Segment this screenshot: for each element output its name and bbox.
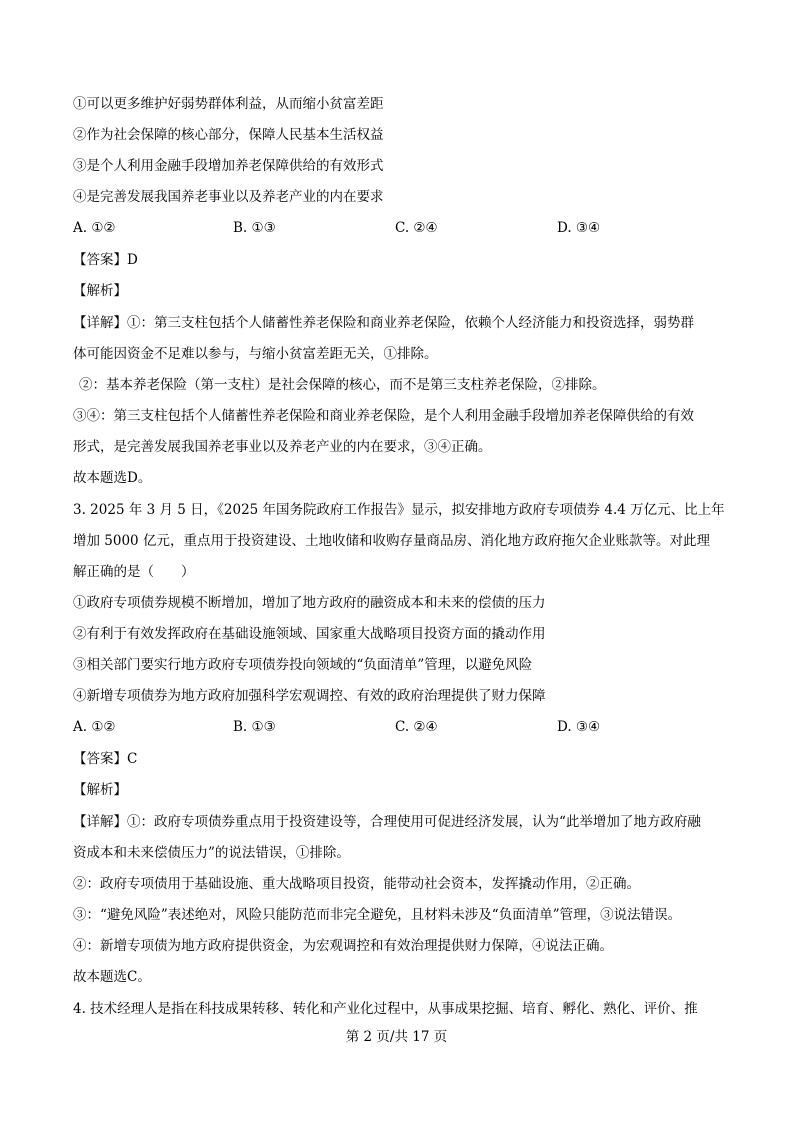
q2-statement-1: ①可以更多维护好弱势群体利益，从而缩小贫富差距 [73, 96, 384, 112]
q3-statement-3: ③相关部门要实行地方政府专项债券投向领域的“负面清单”管理，以避免风险 [73, 657, 533, 673]
q2-detail-5: 形式，是完善发展我国养老事业以及养老产业的内在要求，③④正确。 [73, 439, 492, 455]
q3-statement-1: ①政府专项债券规模不断增加，增加了地方政府的融资成本和未来的偿债的压力 [73, 595, 546, 611]
q3-detail-2: 资成本和未来偿债压力”的说法错误，①排除。 [73, 845, 350, 861]
q2-option-a: A. ①② [73, 220, 116, 236]
q2-statement-3: ③是个人利用金融手段增加养老保障供给的有效形式 [73, 158, 384, 174]
q2-detail-2: 体可能因资金不足难以参与，与缩小贫富差距无关，①排除。 [73, 346, 438, 362]
q2-answer: 【答案】D [73, 252, 138, 268]
q3-option-d: D. ③④ [557, 719, 601, 735]
q2-detail-3: ②：基本养老保险（第一支柱）是社会保障的核心，而不是第三支柱养老保险，②排除。 [79, 377, 606, 393]
page-footer: 第 2 页/共 17 页 [345, 1029, 448, 1045]
q2-statement-2: ②作为社会保障的核心部分，保障人民基本生活权益 [73, 127, 384, 143]
q3-stem-2: 增加 5000 亿元，重点用于投资建设、土地收储和收购存量商品房、消化地方政府拖欠企业账款等。对此理 [73, 533, 710, 549]
q3-stem-3: 解正确的是（ ） [73, 564, 195, 580]
q2-analysis-label: 【解析】 [73, 283, 127, 299]
q3-detail-5: ④：新增专项债为地方政府提供资金，为宏观调控和有效治理提供财力保障，④说法正确。 [73, 938, 613, 954]
q3-conclusion: 故本题选C。 [73, 969, 151, 985]
q2-statement-4: ④是完善发展我国养老事业以及养老产业的内在要求 [73, 189, 384, 205]
q3-detail-3: ②：政府专项债用于基础设施、重大战略项目投资，能带动社会资本，发挥撬动作用，②正确。 [73, 876, 640, 892]
q3-option-b: B. ①③ [233, 719, 276, 735]
q3-statement-4: ④新增专项债券为地方政府加强科学宏观调控、有效的政府治理提供了财力保障 [73, 688, 546, 704]
q3-detail-1: 【详解】①：政府专项债券重点用于投资建设等，合理使用可促进经济发展，认为“此举增加了地方政府融 [73, 814, 701, 830]
q2-detail-1: 【详解】①：第三支柱包括个人储蓄性养老保险和商业养老保险，依赖个人经济能力和投资选择，弱势群 [73, 315, 694, 331]
q3-option-a: A. ①② [73, 719, 116, 735]
q3-option-c: C. ②④ [395, 719, 438, 735]
q4-stem-1: 4. 技术经理人是指在科技成果转移、转化和产业化过程中，从事成果挖掘、培育、孵化、熟化、评价、推 [73, 1001, 698, 1017]
q3-detail-4: ③：“避免风险”表述绝对，风险只能防范而非完全避免，且材料未涉及“负面清单”管理，③说法错误。 [73, 907, 682, 923]
q3-statement-2: ②有利于有效发挥政府在基础设施领域、国家重大战略项目投资方面的撬动作用 [73, 626, 546, 642]
q3-stem-1: 3. 2025 年 3 月 5 日，《2025 年国务院政府工作报告》显示，拟安排地方政府专项债券 4.4 万亿元、比上年 [73, 502, 725, 518]
q2-option-b: B. ①③ [233, 220, 276, 236]
q2-detail-4: ③④：第三支柱包括个人储蓄性养老保险和商业养老保险，是个人利用金融手段增加养老保障供给的有效 [73, 408, 694, 424]
q3-analysis-label: 【解析】 [73, 782, 127, 798]
q2-option-c: C. ②④ [395, 220, 438, 236]
q3-answer: 【答案】C [73, 751, 138, 767]
q2-option-d: D. ③④ [557, 220, 601, 236]
q2-conclusion: 故本题选D。 [73, 470, 152, 486]
